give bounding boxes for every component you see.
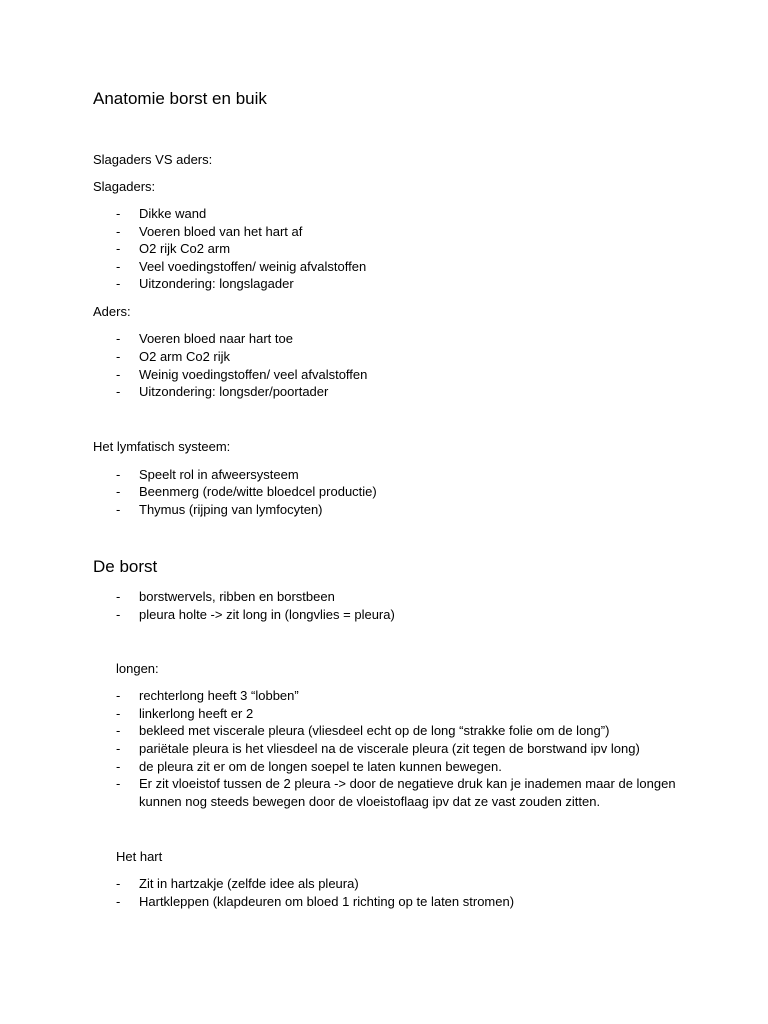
bullet-dash: - bbox=[116, 276, 121, 291]
bullet-dash: - bbox=[116, 484, 121, 499]
bullet-dash: - bbox=[116, 688, 121, 703]
bullet-dash: - bbox=[116, 589, 121, 604]
list-item: Voeren bloed van het hart af bbox=[139, 224, 303, 239]
page-title: Anatomie borst en buik bbox=[93, 89, 267, 108]
list-item: Uitzondering: longsder/poortader bbox=[139, 384, 329, 399]
bullet-dash: - bbox=[116, 741, 121, 756]
bullet-dash: - bbox=[116, 349, 121, 364]
list-item: Voeren bloed naar hart toe bbox=[139, 331, 293, 346]
list-item: Thymus (rijping van lymfocyten) bbox=[139, 502, 323, 517]
subheading-lungs: longen: bbox=[116, 661, 159, 676]
list-item: Er zit vloeistof tussen de 2 pleura -> door de negatieve druk kan je inademen maar de longen bbox=[139, 776, 676, 791]
bullet-dash: - bbox=[116, 241, 121, 256]
bullet-dash: - bbox=[116, 723, 121, 738]
list-item: rechterlong heeft 3 “lobben” bbox=[139, 688, 299, 703]
subheading-arteries: Slagaders: bbox=[93, 179, 156, 194]
list-item: Uitzondering: longslagader bbox=[139, 276, 294, 291]
list-item: pariëtale pleura is het vliesdeel na de viscerale pleura (zit tegen de borstwand ipv long) bbox=[139, 741, 640, 756]
list-item: linkerlong heeft er 2 bbox=[139, 706, 254, 721]
bullet-dash: - bbox=[116, 367, 121, 382]
subheading-heart: Het hart bbox=[116, 849, 163, 864]
bullet-dash: - bbox=[116, 206, 121, 221]
bullet-dash: - bbox=[116, 224, 121, 239]
list-item: Speelt rol in afweersysteem bbox=[139, 467, 299, 482]
bullet-dash: - bbox=[116, 331, 121, 346]
bullet-dash: - bbox=[116, 259, 121, 274]
list-item: Hartkleppen (klapdeuren om bloed 1 richting op te laten stromen) bbox=[139, 894, 515, 909]
list-item: borstwervels, ribben en borstbeen bbox=[139, 589, 335, 604]
section-heading-lymph: Het lymfatisch systeem: bbox=[93, 439, 231, 454]
bullet-dash: - bbox=[116, 759, 121, 774]
bullet-dash: - bbox=[116, 876, 121, 891]
bullet-dash: - bbox=[116, 706, 121, 721]
list-item: bekleed met viscerale pleura (vliesdeel echt op de long “strakke folie om de long”) bbox=[139, 723, 610, 738]
list-item: de pleura zit er om de longen soepel te laten kunnen bewegen. bbox=[139, 759, 502, 774]
bullet-dash: - bbox=[116, 894, 121, 909]
bullet-dash: - bbox=[116, 467, 121, 482]
section-heading-vessels: Slagaders VS aders: bbox=[93, 152, 213, 167]
list-item: Dikke wand bbox=[139, 206, 207, 221]
list-item: Weinig voedingstoffen/ veel afvalstoffen bbox=[139, 367, 368, 382]
list-item: pleura holte -> zit long in (longvlies = pleura) bbox=[139, 607, 395, 622]
bullet-dash: - bbox=[116, 776, 121, 791]
bullet-dash: - bbox=[116, 384, 121, 399]
list-item-continuation: kunnen nog steeds bewegen door de vloeistoflaag ipv dat ze vast zouden zitten. bbox=[139, 794, 601, 809]
list-item: O2 arm Co2 rijk bbox=[139, 349, 231, 364]
list-item: Beenmerg (rode/witte bloedcel productie) bbox=[139, 484, 377, 499]
bullet-dash: - bbox=[116, 607, 121, 622]
section-heading-chest: De borst bbox=[93, 557, 158, 576]
list-item: Zit in hartzakje (zelfde idee als pleura) bbox=[139, 876, 359, 891]
list-item: O2 rijk Co2 arm bbox=[139, 241, 231, 256]
list-item: Veel voedingstoffen/ weinig afvalstoffen bbox=[139, 259, 367, 274]
bullet-dash: - bbox=[116, 502, 121, 517]
subheading-veins: Aders: bbox=[93, 304, 131, 319]
